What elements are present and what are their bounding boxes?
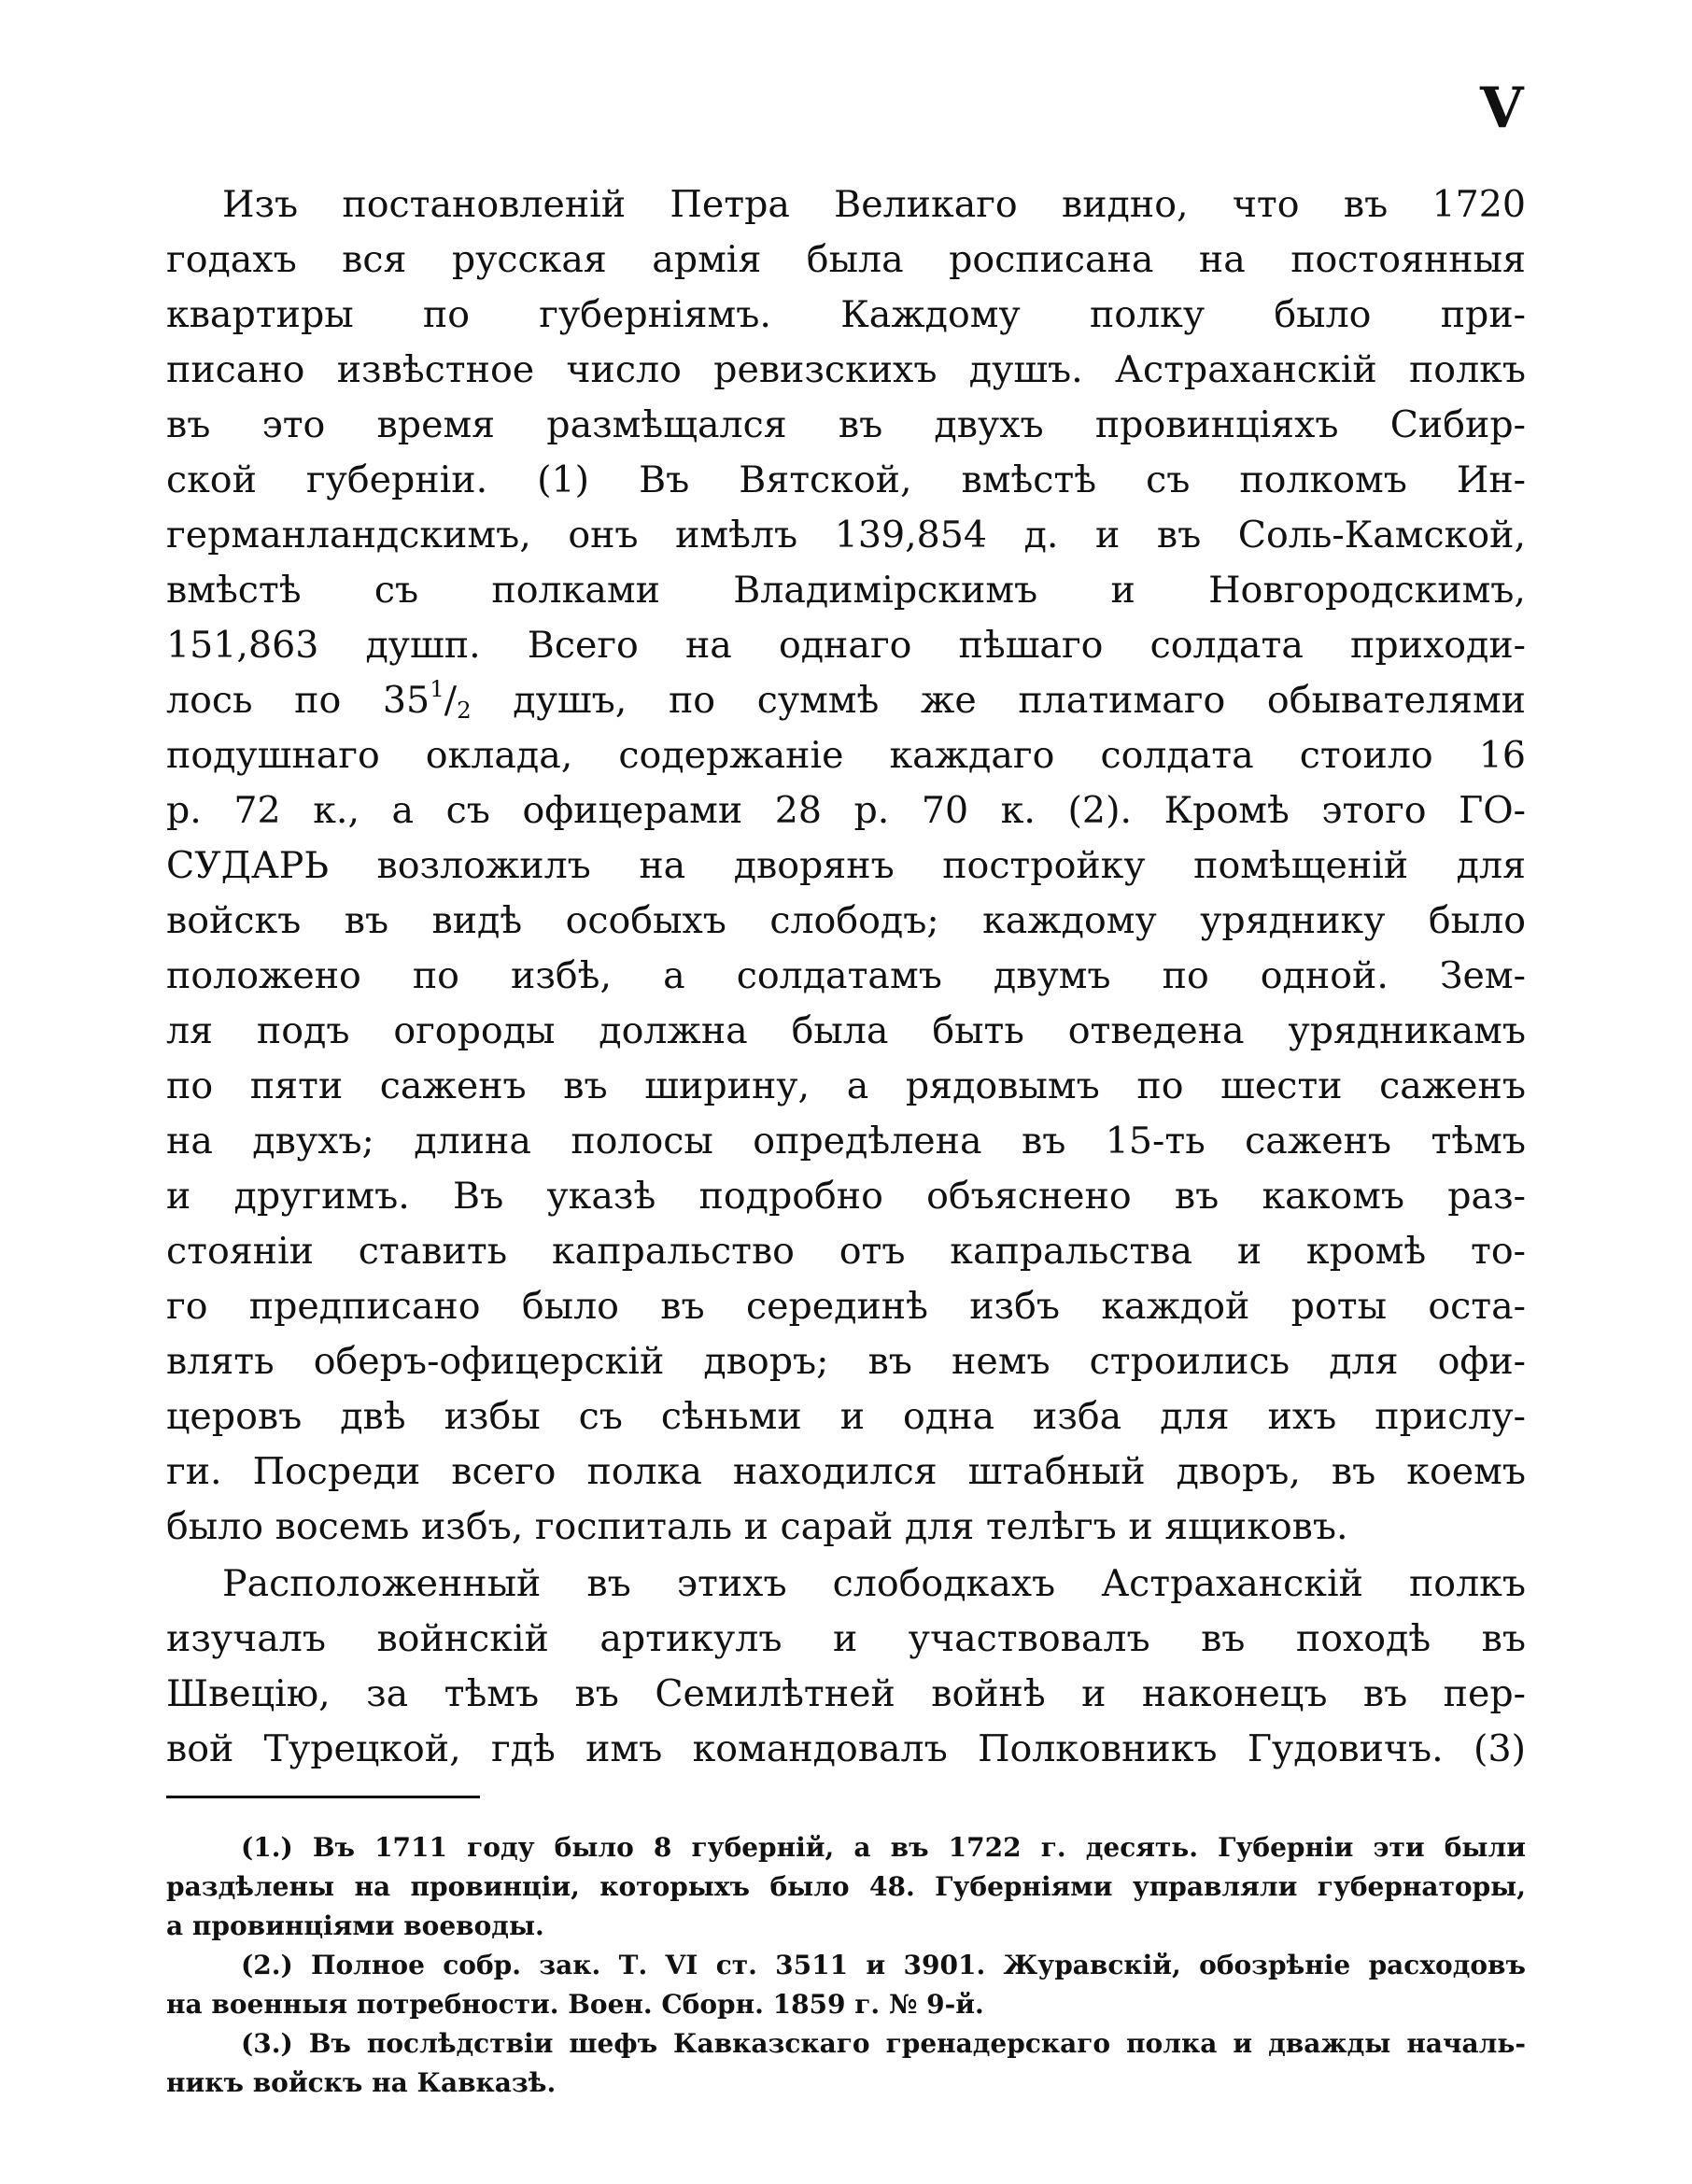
footnotes	[166, 1828, 1526, 2103]
text-line: стояніи ставить капральство отъ капральства и кромѣ то-	[166, 1230, 1526, 1273]
text-line: въ это время размѣщался въ двухъ провинціяхъ Сибир-	[166, 403, 1526, 446]
text-line: писано извѣстное число ревизскихъ душъ. Астраханскій полкъ	[166, 348, 1526, 391]
footnote-1	[166, 1828, 1526, 1946]
footnote-line: (1.) Въ 1711 году было 8 губерній, а въ 1722 г. десять. Губерніи эти были	[241, 1832, 1526, 1863]
text-line: квартиры по губерніямъ. Каждому полку было при-	[166, 293, 1526, 336]
text-line: СУДАРЬ возложилъ на дворянъ постройку помѣщеній для	[166, 844, 1526, 887]
text-line: было восемь избъ, госпиталь и сарай для телѣгъ и ящиковъ.	[166, 1505, 1348, 1548]
text-line: войскъ въ видѣ особыхъ слободъ; каждому уряднику было	[166, 899, 1526, 942]
text-line: ги. Посреди всего полка находился штабный дворъ, въ коемъ	[166, 1450, 1526, 1493]
text-line: и другимъ. Въ указѣ подробно объяснено въ какомъ раз-	[166, 1175, 1526, 1218]
text-line: ля подъ огороды должна была быть отведена урядникамъ	[166, 1009, 1526, 1052]
text-line: церовъ двѣ избы съ сѣньми и одна изба для ихъ прислу-	[166, 1395, 1526, 1438]
text-line: по пяти саженъ въ ширину, а рядовымъ по шести саженъ	[166, 1064, 1526, 1107]
fraction-numerator: 1	[430, 674, 444, 702]
footnote-line: на военныя потребности. Воен. Сборн. 1859 г. № 9-й.	[166, 1989, 984, 2020]
text-line: р. 72 к., а съ офицерами 28 р. 70 к. (2). Кромѣ этого ГО-	[166, 789, 1526, 832]
text-line: подушнаго оклада, содержаніе каждаго солдата стоило 16	[166, 734, 1526, 777]
main-text	[166, 177, 1526, 1777]
text-line: Изъ постановленій Петра Великаго видно, что въ 1720	[222, 183, 1526, 226]
text-line: Расположенный въ этихъ слободкахъ Астраханскій полкъ	[222, 1562, 1526, 1605]
text-line: на двухъ; длина полосы опредѣлена въ 15-ть саженъ тѣмъ	[166, 1120, 1526, 1162]
page-number: V	[1480, 76, 1524, 141]
footnote-line: раздѣлены на провинціи, которыхъ было 48. Губерніями управляли губернаторы,	[166, 1871, 1526, 1902]
footnote-line: а провинціями воеводы.	[166, 1910, 544, 1941]
fraction-denominator: 2	[457, 697, 472, 725]
footnote-3	[166, 2024, 1526, 2103]
text-line: влять оберъ-офицерскій дворъ; въ немъ строились для офи-	[166, 1340, 1526, 1383]
text-line: положено по избѣ, а солдатамъ двумъ по одной. Зем-	[166, 954, 1526, 997]
text-line: го предписано было въ серединѣ избъ каждой роты оста-	[166, 1285, 1526, 1328]
text-line: германландскимъ, онъ имѣлъ 139,854 д. и въ Соль-Камской,	[166, 514, 1526, 557]
text-line: вой Турецкой, гдѣ имъ командовалъ Полковникъ Гудовичъ. (3)	[166, 1727, 1526, 1770]
fraction-slash: /	[444, 679, 458, 722]
paragraph-2	[166, 1557, 1526, 1777]
footnote-line: (2.) Полное собр. зак. Т. VI ст. 3511 и 3901. Журавскій, обозрѣніе расходовъ	[241, 1950, 1526, 1980]
fraction-line-before: лось по 35	[166, 679, 430, 722]
text-line: изучалъ войнскій артикулъ и участвовалъ въ походѣ въ	[166, 1617, 1526, 1660]
text-line: вмѣстѣ съ полками Владимірскимъ и Новгородскимъ,	[166, 569, 1526, 612]
footnote-line: (3.) Въ послѣдствіи шефъ Кавказскаго гренадерскаго полка и дважды началь-	[241, 2028, 1526, 2059]
footnote-separator-rule	[166, 1796, 480, 1798]
text-line: 151,863 душп. Всего на однаго пѣшаго солдата приходи-	[166, 624, 1526, 667]
text-line: годахъ вся русская армія была росписана на постоянныя	[166, 238, 1526, 281]
text-line-with-fraction	[166, 673, 1526, 728]
fraction-line-after: душъ, по суммѣ же платимаго обывателями	[471, 679, 1526, 722]
footnote-2	[166, 1946, 1526, 2024]
text-line: ской губерніи. (1) Въ Вятской, вмѣстѣ съ полкомъ Ин-	[166, 458, 1526, 501]
text-line: Швецію, за тѣмъ въ Семилѣтней войнѣ и наконецъ въ пер-	[166, 1672, 1526, 1715]
footnote-line: никъ войскъ на Кавказѣ.	[166, 2067, 557, 2098]
paragraph-1	[166, 177, 1526, 1555]
